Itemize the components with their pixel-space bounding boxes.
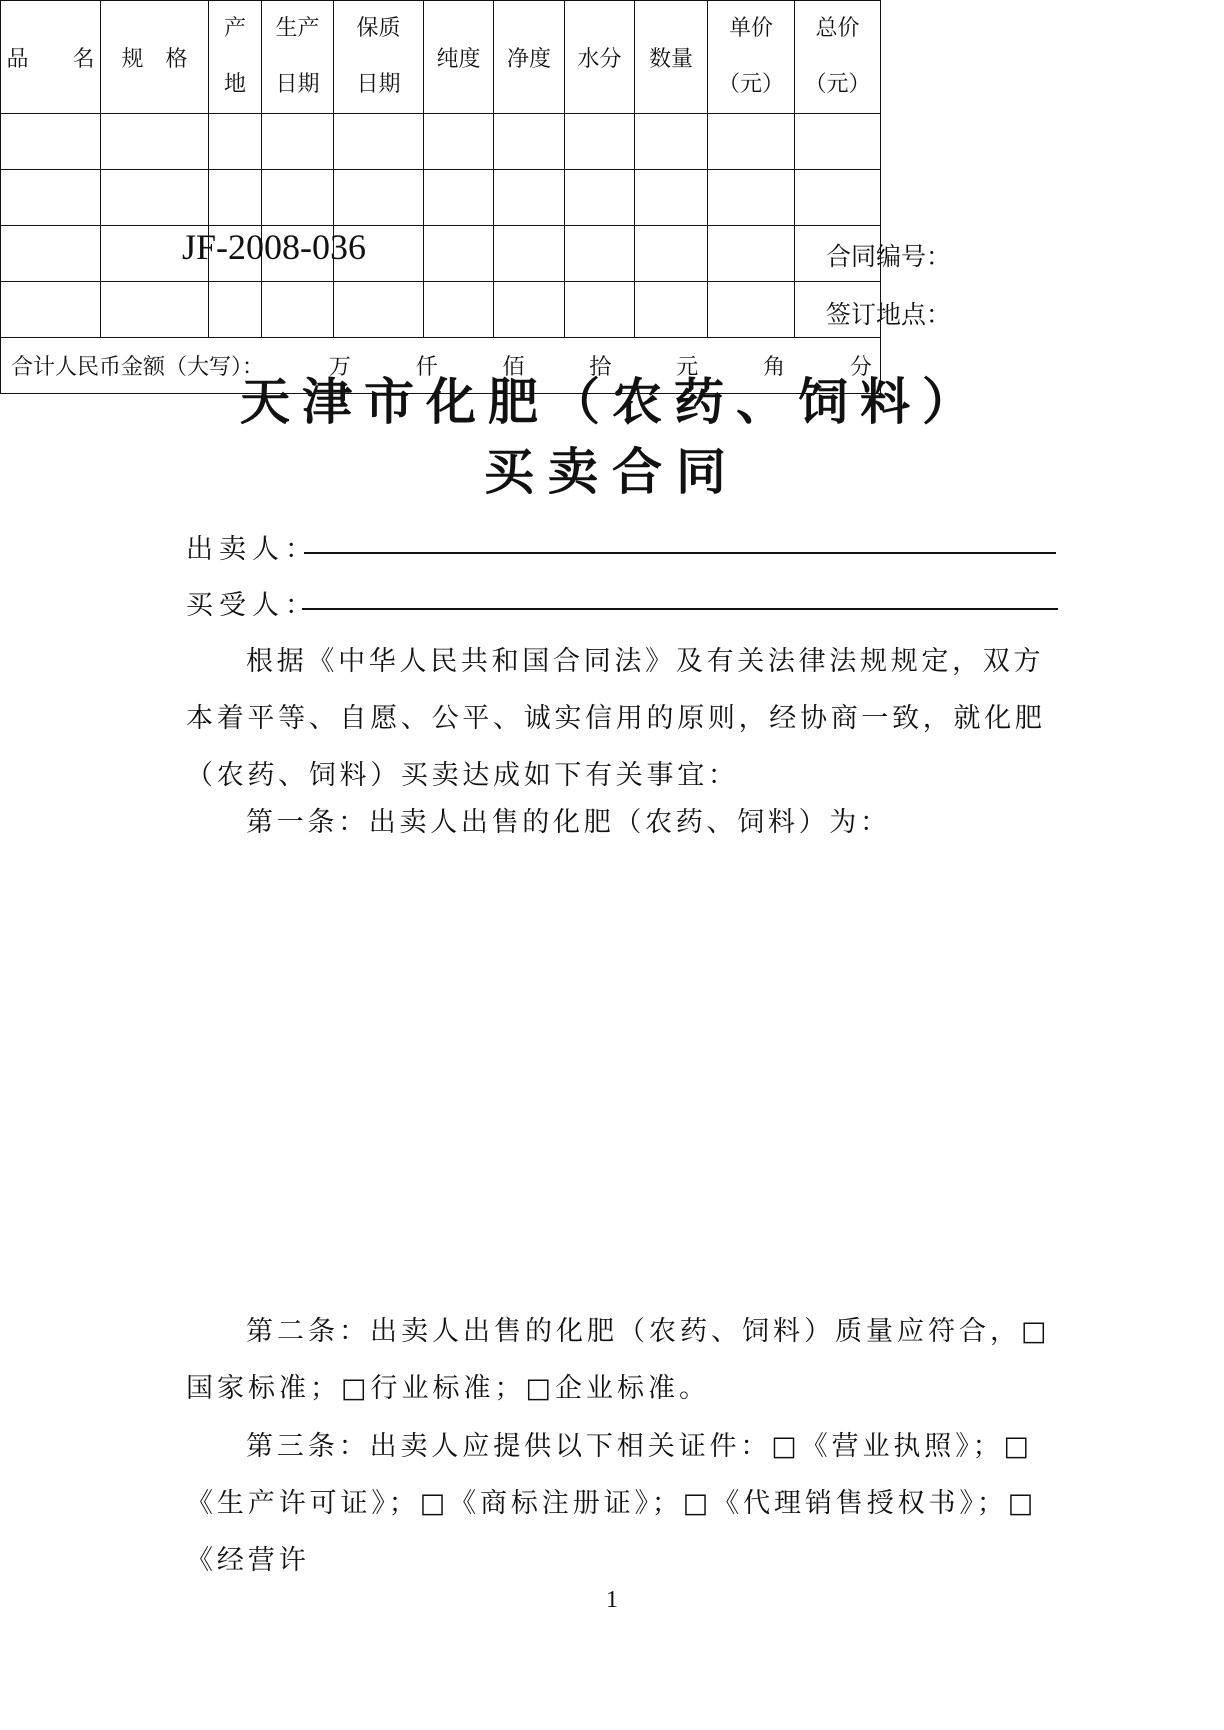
table-cell[interactable] — [424, 170, 494, 226]
article-3: 第三条：出卖人应提供以下相关证件：□《营业执照》；□《生产许可证》；□《商标注册证》；□《代理销售授权书》；□《经营许 — [186, 1431, 1038, 1576]
table-cell[interactable] — [795, 170, 881, 226]
total-label: 合计人民币金额（大写）： — [11, 355, 265, 380]
article-2: 第二条：出卖人出售的化肥（农药、饲料）质量应符合，□国家标准；□行业标准；□企业标准。 — [186, 1316, 1051, 1404]
table-cell[interactable] — [635, 226, 708, 282]
table-cell[interactable] — [795, 114, 881, 170]
table-cell[interactable] — [565, 226, 635, 282]
unit-yuan: 元 — [676, 355, 699, 380]
page-subtitle: 买卖合同 — [484, 443, 740, 501]
table-cell[interactable] — [635, 170, 708, 226]
table-row — [1, 226, 881, 282]
unit-bai: 佰 — [502, 355, 525, 380]
table-cell[interactable] — [635, 282, 708, 338]
table-cell[interactable] — [209, 282, 262, 338]
table-cell[interactable] — [424, 226, 494, 282]
table-cell[interactable] — [494, 170, 565, 226]
table-cell[interactable] — [708, 170, 795, 226]
table-cell[interactable] — [1, 170, 101, 226]
table-cell[interactable] — [494, 282, 565, 338]
table-cell[interactable] — [209, 114, 262, 170]
goods-table — [0, 0, 881, 394]
table-cell[interactable] — [334, 282, 424, 338]
table-cell[interactable] — [565, 170, 635, 226]
contract-number-label: 合同编号： — [826, 242, 952, 271]
table-cell[interactable] — [262, 282, 334, 338]
unit-fen: 分 — [849, 355, 872, 380]
table-cell[interactable] — [424, 114, 494, 170]
header-cell: 品 名 — [1, 1, 101, 114]
table-cell[interactable] — [1, 114, 101, 170]
table-cell[interactable] — [708, 282, 795, 338]
seller-blank-line[interactable] — [304, 552, 1056, 554]
page-number: 1 — [606, 1587, 618, 1613]
table-row — [1, 114, 881, 170]
header-cell: 产 地 — [209, 1, 262, 114]
header-cell: 数量 — [635, 1, 708, 114]
header-cell: 纯度 — [424, 1, 494, 114]
table-header-row — [1, 1, 881, 114]
document-code: JF-2008-036 — [182, 227, 367, 267]
header-cell: 生产 日期 — [262, 1, 334, 114]
table-row — [1, 282, 881, 338]
table-cell[interactable] — [262, 114, 334, 170]
header-cell: 水分 — [565, 1, 635, 114]
header-cell: 保质 日期 — [334, 1, 424, 114]
header-cell: 净度 — [494, 1, 565, 114]
table-cell[interactable] — [424, 282, 494, 338]
header-cell: 总价 （元） — [795, 1, 881, 114]
header-cell: 规 格 — [101, 1, 209, 114]
table-cell[interactable] — [494, 226, 565, 282]
table-cell[interactable] — [101, 170, 209, 226]
table-cell[interactable] — [494, 114, 565, 170]
unit-jiao: 角 — [763, 355, 786, 380]
unit-qian: 仟 — [415, 355, 438, 380]
article-1: 第一条：出卖人出售的化肥（农药、饲料）为： — [246, 807, 891, 838]
table-cell[interactable] — [262, 170, 334, 226]
unit-wan: 万 — [328, 355, 351, 380]
table-cell[interactable] — [101, 282, 209, 338]
table-cell[interactable] — [635, 114, 708, 170]
table-cell[interactable] — [565, 114, 635, 170]
table-cell[interactable] — [1, 226, 101, 282]
buyer-blank-line[interactable] — [302, 608, 1058, 610]
header-cell: 单价 （元） — [708, 1, 795, 114]
table-row — [1, 170, 881, 226]
buyer-label: 买受人： — [186, 590, 318, 621]
table-cell[interactable] — [565, 282, 635, 338]
unit-shi: 拾 — [589, 355, 612, 380]
signing-place-label: 签订地点： — [826, 300, 952, 329]
table-cell[interactable] — [1, 282, 101, 338]
table-cell[interactable] — [209, 170, 262, 226]
table-cell[interactable] — [334, 114, 424, 170]
intro-paragraph: 根据《中华人民共和国合同法》及有关法律法规规定，双方本着平等、自愿、公平、诚实信用的原则，经协商一致，就化肥（农药、饲料）买卖达成如下有关事宜： — [186, 646, 1046, 791]
table-cell[interactable] — [101, 114, 209, 170]
seller-label: 出卖人： — [186, 534, 318, 565]
table-cell[interactable] — [708, 226, 795, 282]
table-cell[interactable] — [708, 114, 795, 170]
table-cell[interactable] — [334, 170, 424, 226]
page-title: 天津市化肥（农药、饲料） — [240, 373, 984, 431]
